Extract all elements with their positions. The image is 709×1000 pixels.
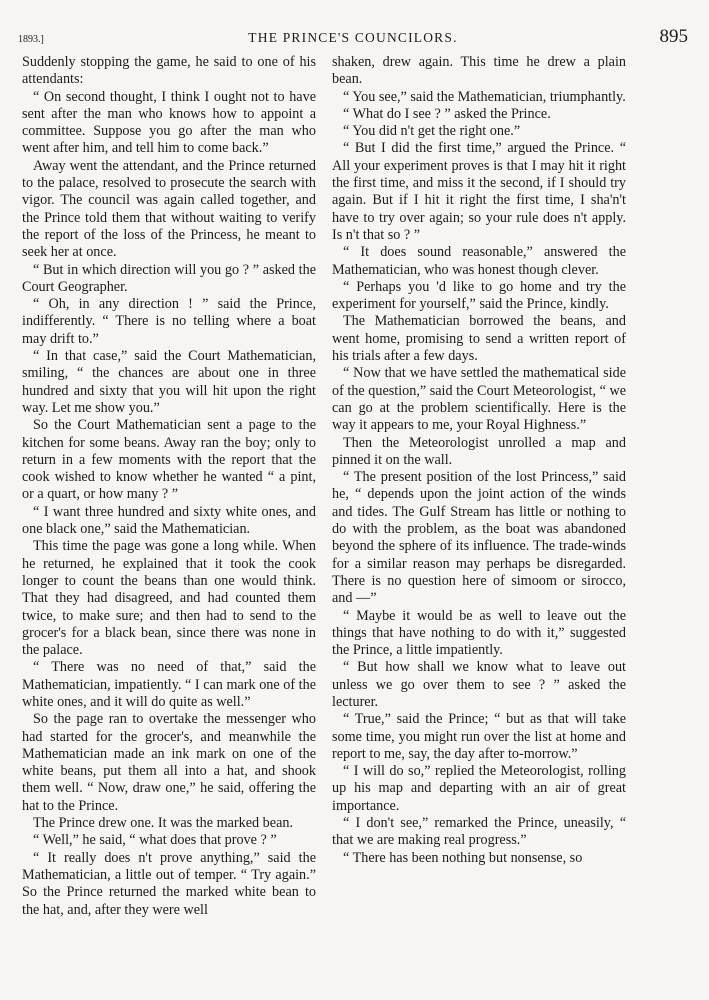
page-number: 895 xyxy=(659,26,688,47)
paragraph: “ You did n't get the right one.” xyxy=(343,123,521,140)
paragraph: Away went the attendant, and the Prince returned to the palace, resolved to prosecute the search with vigor. The council was again called together, and the Prince told them that without waiting to verify the report of the loss of the Princess, he meant to seek her at once. xyxy=(22,157,316,261)
paragraph: “ It does sound reasonable,” answered the Mathematician, who was honest though clever. xyxy=(332,244,626,278)
paragraph: “ I want three hundred and sixty white ones, and one black one,” said the Mathematician. xyxy=(22,503,316,538)
running-header xyxy=(18,28,688,52)
paragraph: “ You see,” said the Mathematician, triumphantly. xyxy=(343,88,626,105)
paragraph: “ Well,” he said, “ what does that prove ? ” xyxy=(33,832,277,849)
paragraph: So the page ran to overtake the messenger who had started for the grocer's, and meanwhile the Mathematician made an ink mark on one of the white beans, put them all into a hat, and shook them well. “ Now, draw one,” he said, offering the hat to the Prince. xyxy=(22,711,316,814)
header-title: THE PRINCE'S COUNCILORS. xyxy=(248,30,458,45)
paragraph: “ On second thought, I think I ought not to have sent after the man who knows how to appoint a committee. Suppose you go after the man who went after him, and tell him to come back.” xyxy=(22,88,316,157)
paragraph: “ I don't see,” remarked the Prince, uneasily, “ that we are making real progress.” xyxy=(332,815,626,849)
paragraph: “ I will do so,” replied the Meteorologist, rolling up his map and departing with an air of great importance. xyxy=(332,763,626,814)
paragraph: “ But how shall we know what to leave out unless we go over them to see ? ” asked the lecturer. xyxy=(332,659,626,710)
paragraph: This time the page was gone a long while. When he returned, he explained that it took the cook longer to count the beans than one would think. That they had disagreed, and had counted them twice, to make sure; and then had to send to the grocer's for a black bean, since there was none in the palace. xyxy=(22,538,316,659)
paragraph: “ What do I see ? ” asked the Prince. xyxy=(343,105,551,122)
paragraph: The Prince drew one. It was the marked bean. xyxy=(33,815,294,832)
paragraph: “ There has been nothing but nonsense, so xyxy=(343,849,583,866)
header-year: 1893.] xyxy=(18,34,44,45)
paragraph: “ But in which direction will you go ? ” asked the Court Geographer. xyxy=(22,261,316,295)
paragraph: shaken, drew again. This time he drew a plain bean. xyxy=(332,54,626,88)
left-column xyxy=(22,54,316,984)
paragraph: So the Court Mathematician sent a page to the kitchen for some beans. Away ran the boy; only to return in a few moments with the report that the cook wished to know whether he wanted “ a pint, or a quart, or how many ? ” xyxy=(22,417,316,503)
paragraph: “ Now that we have settled the mathematical side of the question,” said the Court Meteorologist, “ we can go at the problem scientifically. Here is the way it appears to me, your Royal Highness.” xyxy=(332,365,626,434)
paragraph: Then the Meteorologist unrolled a map and pinned it on the wall. xyxy=(332,434,626,468)
paragraph: “ Oh, in any direction ! ” said the Prince, indifferently. “ There is no telling where a boat may drift to.” xyxy=(22,296,316,347)
paragraph: “ There was no need of that,” said the Mathematician, impatiently. “ I can mark one of the white ones, and it will do quite as well.” xyxy=(22,659,316,710)
paragraph: “ But I did the first time,” argued the Prince. “ All your experiment proves is that I may hit it right the first time, and miss it the second, if I should try again. But if I hit it right the first time, I sha'n't have to try over again; so your rule does n't apply. Is n't that so ? ” xyxy=(332,140,626,243)
paragraph: “ It really does n't prove anything,” said the Mathematician, a little out of temper. “ Try again.” So the Prince returned the marked white bean to the hat, and, after they were well xyxy=(22,849,316,918)
paragraph: “ The present position of the lost Princess,” said he, “ depends upon the joint action of the winds and tides. The Gulf Stream has little or nothing to do with the problem, as the boat was abandoned beyond the sphere of its influence. The trade-winds for a similar reason may perhaps be disregarded. There is no question here of simoom or sirocco, and —” xyxy=(332,469,626,607)
paragraph: Suddenly stopping the game, he said to one of his attendants: xyxy=(22,54,316,88)
right-column xyxy=(332,54,626,984)
paragraph: The Mathematician borrowed the beans, and went home, promising to send a written report of his trials after a few days. xyxy=(332,313,626,365)
paragraph: “ Maybe it would be as well to leave out the things that have nothing to do with it,” suggested the Prince, a little impatiently. xyxy=(332,607,626,659)
paragraph: “ Perhaps you 'd like to go home and try the experiment for yourself,” said the Prince, kindly. xyxy=(332,278,626,313)
paragraph: “ True,” said the Prince; “ but as that will take some time, you might run over the list at home and report to me, say, the day after to-morrow.” xyxy=(332,711,626,762)
paragraph: “ In that case,” said the Court Mathematician, smiling, “ the chances are about one in three hundred and sixty that you will hit upon the right way. Let me show you.” xyxy=(22,348,316,416)
